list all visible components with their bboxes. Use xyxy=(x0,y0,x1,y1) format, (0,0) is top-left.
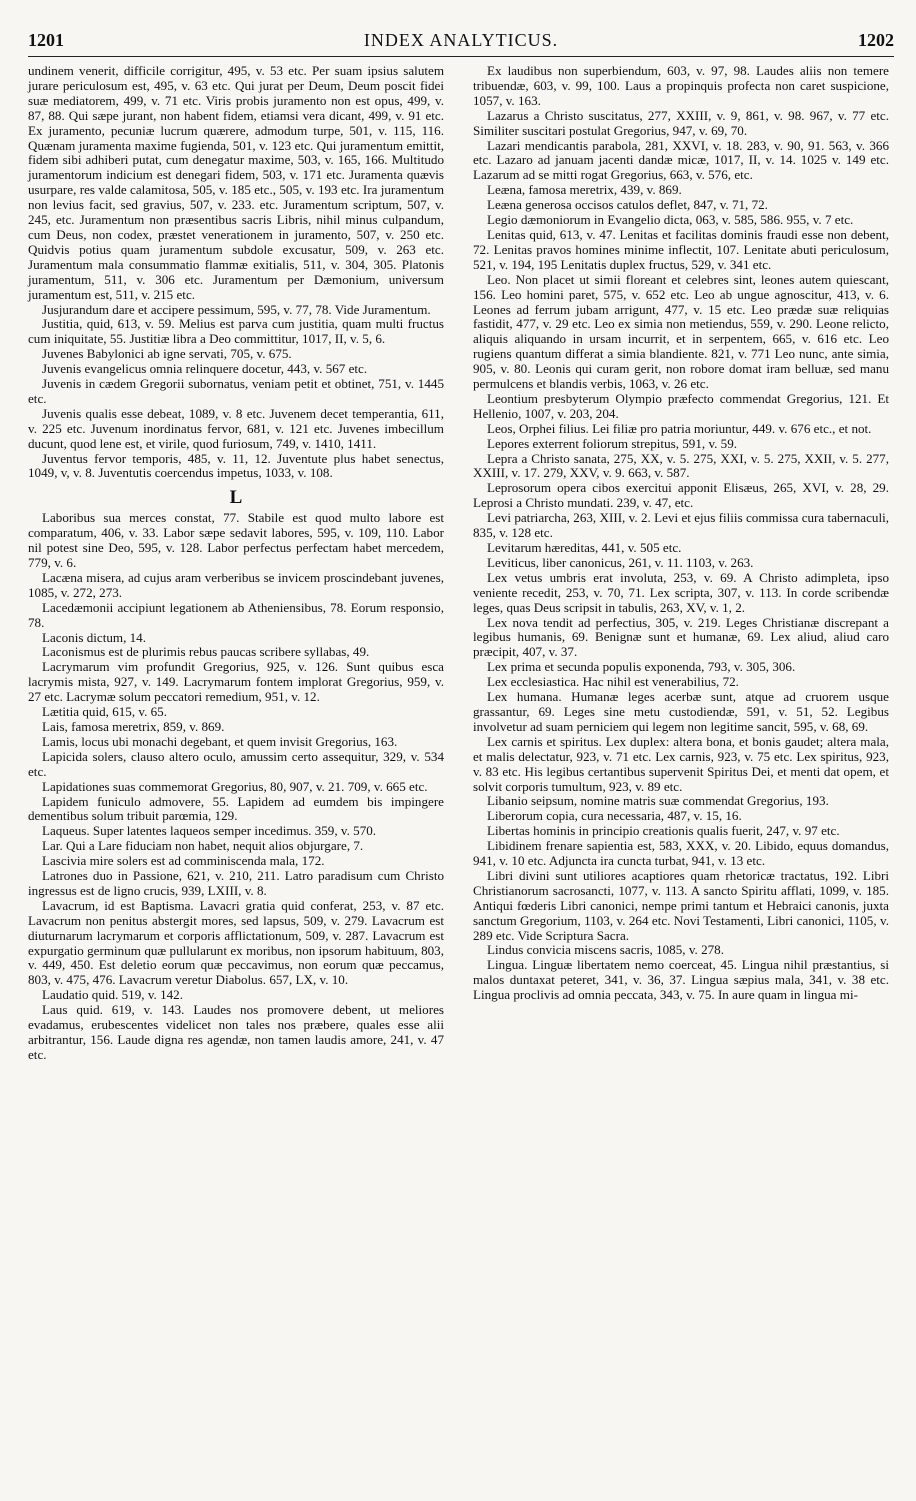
index-entry: Lindus convicia miscens sacris, 1085, v. 278. xyxy=(487,942,724,958)
index-entry: Juvenis qualis esse debeat, 1089, v. 8 etc. Juvenem decet temperantia, 611, v. 225 etc. Juvenum inordinatus fervor, 681, v. 121 etc. Juvenes imbecillum ducunt, quod lene est, et virile, quod furiosum, 749, v. 1410, 1411. xyxy=(28,405,444,451)
index-entry: Libri divini sunt utiliores acaptiores quam rhetoricæ tractatus, 192. Libri Christianorum sacrosancti, 1077, v. 113. A sancto Spiritu afflati, 1099, v. 185. Antiqui fœderis Libri canonici, nempe primi tantum et Hebraici canonis, juxta sanctum Gregorium, 1103, v. 264 etc. Novi Testamenti, Libri canonici, 1105, v. 289 etc. Vide Scriptura Sacra. xyxy=(473,867,889,943)
index-entry: Lex nova tendit ad perfectius, 305, v. 219. Leges Christianæ discrepant a legibus humanis, 69. Benignæ sunt et humanæ, 69. Lex aliud, aliud caro præcipit, 407, v. 37. xyxy=(473,614,889,660)
index-entry: Lex vetus umbris erat involuta, 253, v. 69. A Christo adimpleta, ipso veniente recedit, 253, v. 70, 71. Lex scripta, 307, v. 113. In corde scribendæ leges, quas Deus scripsit in tabulis, 263, XV, v. 1, 2. xyxy=(473,569,889,615)
index-entry: Leontium presbyterum Olympio præfecto commendat Gregorius, 121. Et Hellenio, 1007, v. 203, 204. xyxy=(473,390,889,421)
index-entry: Juvenis in cædem Gregorii subornatus, veniam petit et obtinet, 751, v. 1445 etc. xyxy=(28,376,444,406)
index-entry: Laconis dictum, 14. xyxy=(42,629,147,645)
index-entry: Laboribus sua merces constat, 77. Stabile est quod multo labore est comparatum, 406, v. 33. Labor sæpe sedavit labores, 595, v. 109, 110. Labor nil potest sine Deo, 595, v. 128. Labor perfectus perfectam habet mercedem, 779, v. 6. xyxy=(28,510,444,570)
index-entry: Lazari mendicantis parabola, 281, XXVI, v. 18. 283, v. 90, 91. 563, v. 366 etc. Lazaro ad januam jacenti dandæ micæ, 1017, II, v. 14. 1025 v. 149 etc. Lazarum ad se mitti rogat Gregorius, 663, v. 576, etc. xyxy=(473,137,889,183)
index-entry: Lex prima et secunda populis exponenda, 793, v. 305, 306. xyxy=(487,659,796,675)
index-entry: Lamis, locus ubi monachi degebant, et quem invisit Gregorius, 163. xyxy=(42,733,398,749)
index-entry: Lex ecclesiastica. Hac nihil est venerabilius, 72. xyxy=(487,674,739,690)
left-column xyxy=(28,64,444,1063)
index-entry: Lapidationes suas commemorat Gregorius, 80, 907, v. 21. 709, v. 665 etc. xyxy=(42,778,428,794)
index-entry: Lætitia quid, 615, v. 65. xyxy=(42,704,167,720)
page-header xyxy=(28,30,894,57)
right-column xyxy=(473,64,889,1003)
index-entry: Lavacrum, id est Baptisma. Lavacri gratia quid conferat, 253, v. 87 etc. Lavacrum non penitus abstergit mores, sed lapsus, 509, v. 279. Lavacrum est diuturnarum lacrymarum et corporis afflictationum, 509, v. 287. Lavacrum est expurgatio germinum quæ pullularunt ex moribus, non ipsorum habituum, 803, v. 449, 450. Est deletio eorum quæ peccavimus, non eorum quæ peccamus, 803, v. 475, 476. Lavacrum veretur Diabolus. 657, LX, v. 10. xyxy=(28,897,444,988)
index-entry: Leæna generosa occisos catulos deflet, 847, v. 71, 72. xyxy=(487,197,768,213)
index-entry: Lacedæmonii accipiunt legationem ab Atheniensibus, 78. Eorum responsio, 78. xyxy=(28,599,444,630)
index-entry: Liberorum copia, cura necessaria, 487, v. 15, 16. xyxy=(487,808,742,824)
page-number-left: 1201 xyxy=(28,30,64,50)
index-entry: Libidinem frenare sapientia est, 583, XXX, v. 20. Libido, equus domandus, 941, v. 10 etc. Adjuncta ira cuncta turbat, 941, v. 13 etc. xyxy=(473,838,889,869)
index-entry: Leprosorum opera cibos exercitui apponit Elisæus, 265, XVI, v. 28, 29. Leprosi a Christo mundati. 239, v. 47, etc. xyxy=(473,480,889,511)
index-entry: Leos, Orphei filius. Lei filiæ pro patria moriuntur, 449. v. 676 etc., et not. xyxy=(487,420,872,436)
index-entry: Laconismus est de plurimis rebus paucas scribere syllabas, 49. xyxy=(42,644,370,660)
index-entry: Levitarum hæreditas, 441, v. 505 etc. xyxy=(487,540,682,555)
index-entry: Lacrymarum vim profundit Gregorius, 925, v. 126. Sunt quibus esca lacrymis mista, 927, v. 149. Lacrymarum fontem implorat Gregorius, 959, v. 27 etc. Lacrymæ solum peccatori remedium, 951, v. 12. xyxy=(28,659,444,705)
index-entry: Lenitas quid, 613, v. 47. Lenitas et facilitas dominis fraudi esse non debent, 72. Lenitas pravos homines minime inflectit, 107. Lenitate abuti periculosum, 521, v. 194, 195 Lenitatis duplex fructus, 529, v. 341 etc. xyxy=(473,226,889,272)
index-entry: Juvenis evangelicus omnia relinquere docetur, 443, v. 567 etc. xyxy=(42,361,368,377)
index-entry: Jusjurandum dare et accipere pessimum, 595, v. 77, 78. Vide Juramentum. xyxy=(42,301,431,317)
index-entry: undinem venerit, difficile corrigitur, 495, v. 53 etc. Per suam ipsius salutem jurare periculosum est, 495, v. 63 etc. Qui jurat per Deum, Deum poscit fidei suæ mediatorem, 499, v. 71 etc. Viris probis juramento non est opus, 499, v. 87, 88. Qui sæpe jurant, non habent fidem, etiamsi vera dicant, 499, v. 91 etc. Ex juramento, pecuniæ lucrum quærere, admodum turpe, 501, v. 115, 116. Quænam juramenta maxime fugienda, 501, v. 123 etc. Qui juramentum emittit, fidem sibi adhiberi putat, cum denegatur maxime, 503, v. 165, 166. Multitudo juramentorum indicium est denegari fidem, 503, v. 171 etc. Juramenta quævis usurpare, res valde calamitosa, 505, v. 185 etc., 505, v. 193 etc. Ira juramentum non levius facit, sed gravius, 507, v. 233. etc. Juramentum scriptum, 507, v. 245, etc. Juramentum non præsentibus sacris Libris, nihil minus culpandum, cum Deus, non codex, præstet venerationem in juramento, 507, v. 250 etc. Quidvis potius quam juramentum subdole excusatur, 509, v. 263 etc. Juramentum mala consummatio flammæ exitialis, 511, v. 304, 305. Platonis juramentum, 511, v. 306 etc. Juramentum per Dæmonium, universum juramentum est, 511, v. 215 etc. xyxy=(28,63,444,302)
index-entry: Lingua. Linguæ libertatem nemo coerceat, 45. Lingua nihil præstantius, si malos duntaxat peteret, 341, v. 36, 37. Lingua sæpius mala, 341, v. 38 etc. Lingua proclivis ad omnia peccata, 343, v. 75. In aure quam in lingua mi- xyxy=(473,957,889,1003)
index-entry: Lapicida solers, clauso altero oculo, amussim certo assequitur, 329, v. 534 etc. xyxy=(28,748,444,779)
index-entry: Laqueus. Super latentes laqueos semper incedimus. 359, v. 570. xyxy=(42,823,377,839)
index-entry: Lepra a Christo sanata, 275, XX, v. 5. 275, XXI, v. 5. 275, XXII, v. 5. 277, XXIII, v. 17. 279, XXV, v. 9. 663, v. 587. xyxy=(473,450,889,481)
page-number-right: 1202 xyxy=(858,30,894,50)
index-entry: Libertas hominis in principio creationis qualis fuerit, 247, v. 97 etc. xyxy=(487,823,840,839)
index-entry: Lepores exterrent foliorum strepitus, 591, v. 59. xyxy=(487,435,738,451)
index-entry: Leo. Non placet ut simii floreant et celebres sint, leones autem quiescant, 156. Leo homini paret, 575, v. 652 etc. Leo ab ungue agnoscitur, 413, v. 6. Leones ad ferrum jubam arrigunt, 477, v. 15 etc. Leo prædæ suæ reliquias fastidit, 477, v. 29 etc. Leo ex simia non metiendus, 559, v. 290. Leone relicto, aliquis aliquando in ursam incurrit, et in serpentem, 665, v. 616 etc. Leo rugiens quantum differat a simia blandiente. 821, v. 771 Leo nunc, ante simia, 905, v. 80. Leonis qui curam gerit, non robore domat iram belluæ, sed manu permulcens et blandis verbis, 1063, v. 26 etc. xyxy=(473,271,889,392)
index-entry: Juvenes Babylonici ab igne servati, 705, v. 675. xyxy=(42,346,292,362)
index-entry: Latrones duo in Passione, 621, v. 210, 211. Latro paradisum cum Christo ingressus est de ligno crucis, 939, LXIII, v. 8. xyxy=(28,868,444,898)
index-entry: Leæna, famosa meretrix, 439, v. 869. xyxy=(487,182,682,198)
index-entry: Lex carnis et spiritus. Lex duplex: altera bona, et bonis gaudet; altera mala, et malis delectatur, 923, v. 71 etc. Lex carnis, 923, v. 75 etc. Lex spiritus, 923, v. 83 etc. His legibus certantibus supervenit Spiritus Dei, et menti dat opem, et solvit corporis tumultum, 923, v. 89 etc. xyxy=(473,733,889,794)
index-entry: Levi patriarcha, 263, XIII, v. 2. Levi et ejus filiis commissa cura tabernaculi, 835, v. 128 etc. xyxy=(473,510,889,541)
index-entry: Lapidem funiculo admovere, 55. Lapidem ad eumdem bis impingere dementibus solum tribuit parœmia, 129. xyxy=(28,793,444,824)
index-entry: Laudatio quid. 519, v. 142. xyxy=(42,987,183,1003)
index-entry: Laus quid. 619, v. 143. Laudes nos promovere debent, ut meliores evadamus, erubescentes videlicet non tales nos præbere, quales esse alii arbitrantur, 156. Laude digna res agendæ, non tamen laudis amore, 241, v. 47 etc. xyxy=(28,1002,444,1062)
index-entry: Lacæna misera, ad cujus aram verberibus se invicem proscindebant juvenes, 1085, v. 272, 273. xyxy=(28,569,444,600)
section-letter: L xyxy=(229,487,243,509)
index-entry: Lex humana. Humanæ leges acerbæ sunt, atque ad cruorem usque grassantur, 69. Leges sine metu custodiendæ, 591, v. 51, 52. Legibus involvetur ad suam perniciem qui legem non legitime sancit, 595, v. 68, 69. xyxy=(473,689,889,734)
index-entry: Legio dæmoniorum in Evangelio dicta, 063, v. 585, 586. 955, v. 7 etc. xyxy=(487,212,854,228)
index-entry: Lascivia mire solers est ad comminiscenda mala, 172. xyxy=(42,853,325,869)
index-entry: Lazarus a Christo suscitatus, 277, XXIII, v. 9, 861, v. 98. 967, v. 77 etc. Similiter suscitari postulat Gregorius, 947, v. 69, 70. xyxy=(473,107,889,138)
index-entry: Libanio seipsum, nomine matris suæ commendat Gregorius, 193. xyxy=(487,793,829,809)
page-title: INDEX ANALYTICUS. xyxy=(363,30,559,50)
index-entry: Lais, famosa meretrix, 859, v. 869. xyxy=(42,718,225,734)
index-entry: Juventus fervor temporis, 485, v. 11, 12. Juventute plus habet senectus, 1049, v, v. 8. Juventutis coercendus impetus, 1033, v. 108. xyxy=(28,450,444,481)
index-entry: Justitia, quid, 613, v. 59. Melius est parva cum justitia, quam multi fructus cum iniquitate, 55. Justitiæ libra a Deo committitur, 1017, II, v. 5, 6. xyxy=(28,316,444,347)
index-entry: Leviticus, liber canonicus, 261, v. 11. 1103, v. 263. xyxy=(487,554,754,570)
index-entry: Ex laudibus non superbiendum, 603, v. 97, 98. Laudes aliis non temere tribuendæ, 603, v. 99, 100. Laus a propinquis profecta non caret suspicione, 1057, v. 163. xyxy=(473,63,889,108)
index-entry: Lar. Qui a Lare fiduciam non habet, nequit alios objurgare, 7. xyxy=(42,838,364,854)
